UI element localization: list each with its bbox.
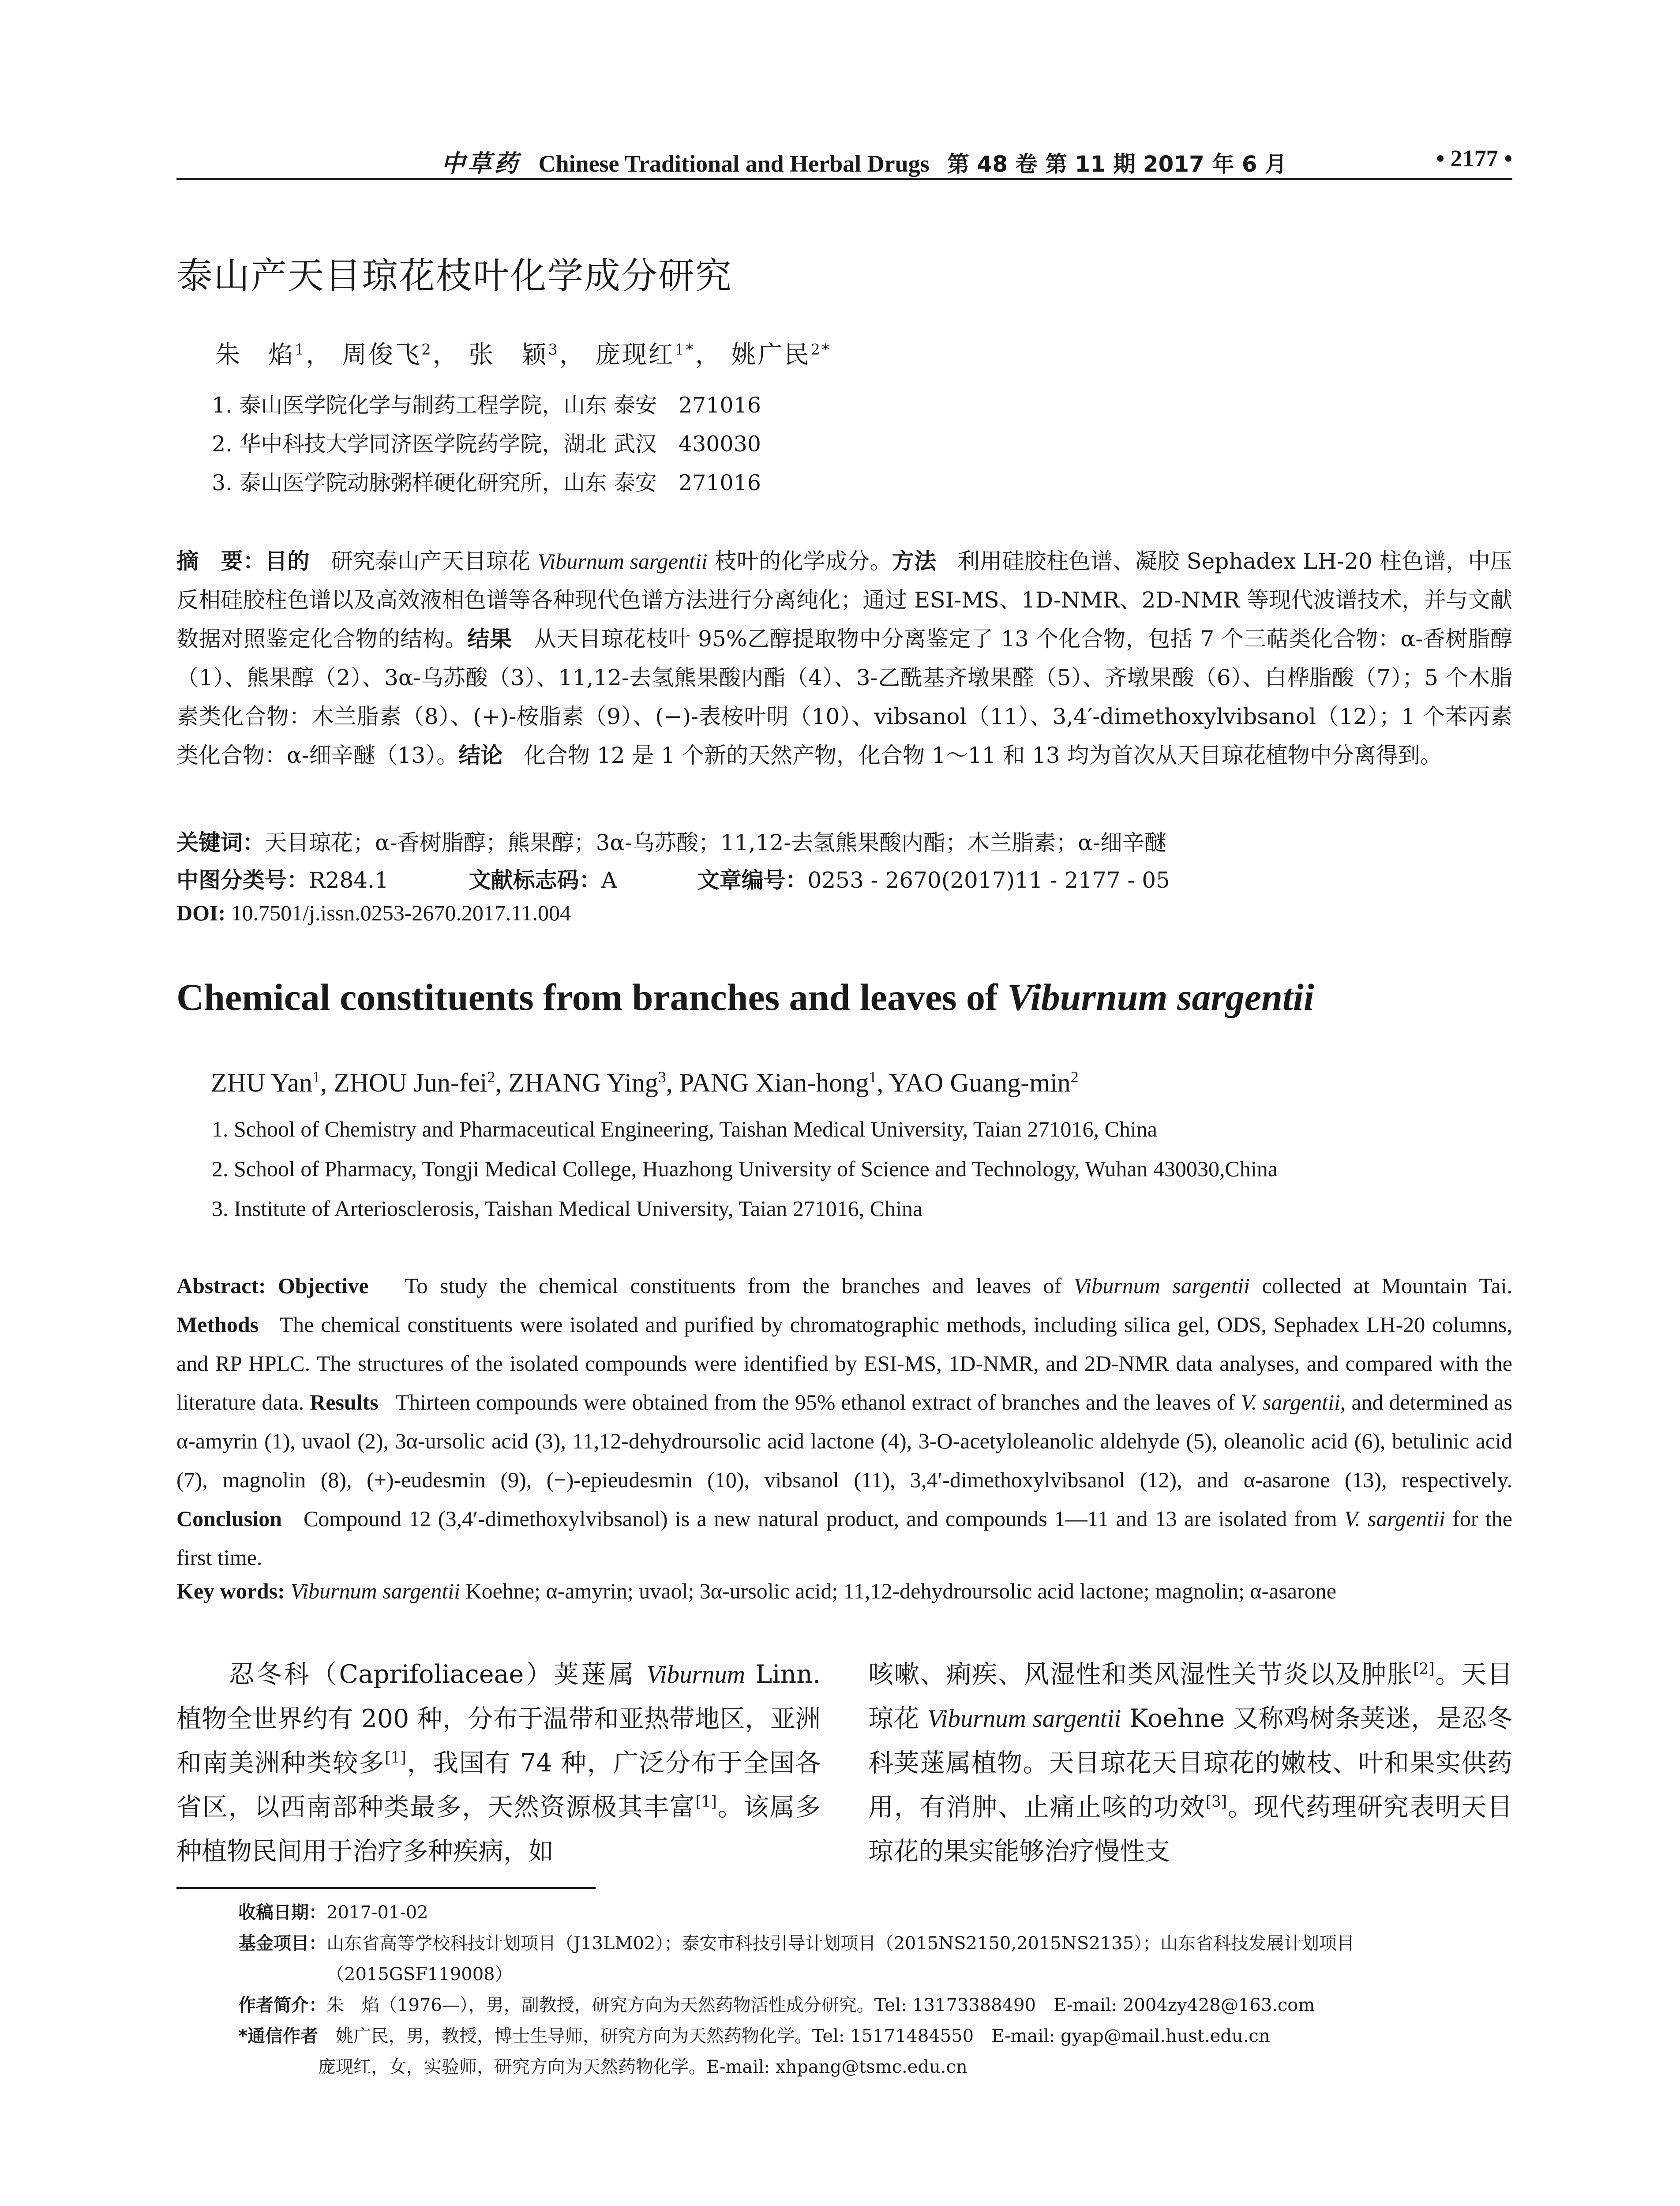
en-keywords: Key words: Viburnum sargentii Koehne; α-amyrin; uvaol; 3α-ursolic acid; 11,12-dehydroursolic acid lactone; magnolin; α-asarone bbox=[176, 1579, 1336, 1603]
citation: [1] bbox=[695, 1793, 717, 1811]
methods-label: Methods bbox=[176, 1312, 259, 1337]
author: ZHU Yan$^1$ bbox=[211, 1068, 321, 1097]
species-name: Viburnum sargentii bbox=[537, 549, 708, 574]
results-label: 结果 bbox=[467, 626, 512, 652]
en-authors: ZHU Yan$^1$, ZHOU Jun-fei$^2$, ZHANG Ying$^3$, PANG Xian-hong$^1$, YAO Guang-$\min^2$ bbox=[211, 1068, 1079, 1097]
citation: [2] bbox=[1413, 1660, 1435, 1678]
conclusion-label: 结论 bbox=[458, 743, 503, 768]
species-name: Viburnum sargentii bbox=[1073, 1273, 1250, 1298]
author: ZHANG Ying$^3$ bbox=[508, 1068, 666, 1097]
fund-info: 基金项目： 山东省高等学校科技计划项目（J13LM02）；泰安市科技引导计划项目（2015NS2150,2015NS2135）；山东省科技发展计划项目（2015GSF119008） bbox=[238, 1933, 1355, 1985]
species-name: V. sargentii bbox=[1344, 1506, 1445, 1531]
author: PANG Xian-hong$^1$ bbox=[679, 1068, 877, 1097]
citation: [1] bbox=[385, 1749, 406, 1767]
cn-affiliation: 2. 华中科技大学同济医学院药学院，湖北 武汉 430030 bbox=[212, 431, 761, 457]
corresponding-author: *通信作者 姚广民，男，教授，博士生导师，研究方向为天然药物化学。Tel: 15171484550 E-mail: gyap@mail.hust.edu.cn 庞现红，女，实验师，研究方向为天然药物化学。E-mail: xhpang@tsmc.edu.cn bbox=[238, 2026, 1270, 2077]
en-affiliation: 1. School of Chemistry and Pharmaceutical Engineering, Taishan Medical University, Taian 271016, China bbox=[212, 1117, 1157, 1141]
conclusion-label: Conclusion bbox=[176, 1506, 282, 1531]
cn-keywords: 关键词：天目琼花；α-香树脂醇；熊果醇；3α-乌苏酸；11,12-去氢熊果酸内酯；木兰脂素；α-细辛醚 bbox=[176, 830, 1166, 855]
journal-logo: 中草药 bbox=[441, 149, 521, 177]
author: 张 颖$^3$ bbox=[469, 341, 559, 369]
en-affiliation: 3. Institute of Arteriosclerosis, Taishan Medical University, Taian 271016, China bbox=[212, 1196, 923, 1221]
corresponding-author-2: 庞现红，女，实验师，研究方向为天然药物化学。E-mail: xhpang@tsmc.edu.cn bbox=[318, 2057, 968, 2077]
species-name: Viburnum sargentii bbox=[1007, 976, 1314, 1018]
en-affiliation: 2. School of Pharmacy, Tongji Medical College, Huazhong University of Science and Technology, Wuhan 430030,China bbox=[212, 1156, 1278, 1181]
author: 朱 焰$^1$ bbox=[215, 341, 306, 369]
author: ZHOU Jun-fei$^2$ bbox=[334, 1068, 495, 1097]
header-rule bbox=[176, 178, 1512, 180]
footnote-rule bbox=[176, 1887, 596, 1889]
footnotes bbox=[238, 1897, 1512, 2082]
cn-authors: 朱 焰$^1$， 周俊飞$^2$， 张 颖$^3$， 庞现红$^{1*}$， 姚广民$^{2*}$ bbox=[215, 341, 831, 369]
body-column-right: 咳嗽、痢疾、风湿性和类风湿性关节炎以及肿胀[2]。天目琼花 Viburnum sargentii Koehne 又称鸡树条荚迷，是忍冬科荚蒾属植物。天目琼花天目琼花的嫩枝、叶和果实供药用，有消肿、止痛止咳的功效[3]。现代药理研究表明天目琼花的果实能够治疗慢性支 bbox=[868, 1660, 1513, 1866]
author: 姚广民$^{2*}$ bbox=[731, 341, 831, 369]
results-label: Results bbox=[310, 1390, 379, 1414]
received-date: 收稿日期： 2017-01-02 bbox=[238, 1902, 428, 1923]
en-abstract: Abstract: Objective To study the chemical constituents from the branches and leaves of Viburnum sargentii collected at Mountain Tai. Methods The chemical constituents were isolated and purified by chromatographic methods, including silica gel, ODS, Sephadex LH-20 columns, and RP HPLC. The structures of the isolated compounds were identified by ESI-MS, 1D-NMR, and 2D-NMR data analyses, and compared with the literature data. Results Thirteen compounds were obtained from the 95% ethanol extract of branches and the leaves of V. sargentii, and determined as α-amyrin (1), uvaol (2), 3α-ursolic acid (3), 11,12-dehydroursolic acid lactone (4), 3-O-acetyloleanolic aldehyde (5), oleanolic acid (6), betulinic acid (7), magnolin (8), (+)-eudesmin (9), (−)-epieudesmin (10), vibsanol (11), 3,4′-dimethoxylvibsanol (12), and α-asarone (13), respectively. Conclusion Compound 12 (3,4′-dimethoxylvibsanol) is a new natural product, and compounds 1—11 and 13 are isolated from V. sargentii for the first time. bbox=[176, 1273, 1513, 1570]
classification-line: 中图分类号：R284.1 文献标志码：A 文章编号：0253 - 2670(2017)11 - 2177 - 05 bbox=[176, 867, 1170, 893]
journal-name-en: Chinese Traditional and Herbal Drugs bbox=[538, 150, 930, 177]
species-name: V. sargentii bbox=[1241, 1390, 1340, 1414]
cn-affiliation: 3. 泰山医学院动脉粥样硬化研究所，山东 泰安 271016 bbox=[212, 470, 761, 495]
methods-label: 方法 bbox=[892, 548, 937, 574]
issue-info: 第 48 卷 第 11 期 2017 年 6 月 bbox=[947, 151, 1287, 177]
citation: [3] bbox=[1205, 1793, 1227, 1811]
objective-label: 目的 bbox=[265, 548, 310, 574]
objective-label: Objective bbox=[266, 1273, 369, 1298]
cn-affiliation: 1. 泰山医学院化学与制药工程学院，山东 泰安 271016 bbox=[212, 393, 761, 418]
species-name: Viburnum sargentii bbox=[290, 1579, 461, 1603]
body-column-left: 忍冬科（Caprifoliaceae）荚蒾属 Viburnum Linn. 植物全世界约有 200 种，分布于温带和亚热带地区，亚洲和南美洲种类较多[1]，我国有 74 种，广泛分布于全国各省区，以西南部种类最多，天然资源极其丰富[1]。该属多种植物民间用于治疗多种疾病，如 bbox=[176, 1660, 821, 1866]
author: YAO Guang-$\min^2$ bbox=[889, 1068, 1079, 1097]
cn-title: 泰山产天目琼花枝叶化学成分研究 bbox=[176, 255, 733, 297]
running-header bbox=[176, 140, 1512, 180]
page-number: • 2177 • bbox=[1436, 145, 1512, 172]
journal-info bbox=[441, 145, 1287, 179]
en-title: Chemical constituents from branches and leaves of Viburnum sargentii bbox=[176, 976, 1314, 1018]
genus-name: Viburnum bbox=[646, 1661, 745, 1688]
author: 周俊飞$^2$ bbox=[342, 341, 433, 369]
author: 庞现红$^{1*}$ bbox=[595, 341, 695, 369]
cn-abstract: 摘 要：目的 研究泰山产天目琼花 Viburnum sargentii 枝叶的化学成分。方法 利用硅胶柱色谱、凝胶 Sephadex LH-20 柱色谱，中压反相硅胶柱色谱以及高效液相色谱等各种现代色谱方法进行分离纯化；通过 ESI-MS、1D-NMR、2D-NMR 等现代波谱技术，并与文献数据对照鉴定化合物的结构。结果 从天目琼花枝叶 95%乙醇提取物中分离鉴定了 13 个化合物，包括 7 个三萜类化合物：α-香树脂醇（1）、熊果醇（2）、3α-乌苏酸（3）、11,12-去氢熊果酸内酯（4）、3-乙酰基齐墩果醛（5）、齐墩果酸（6）、白桦脂酸（7）；5 个木脂素类化合物：木兰脂素（8）、(+)-桉脂素（9）、(−)-表桉叶明（10）、vibsanol（11）、3,4′-dimethoxylvibsanol（12）；1 个苯丙素类化合物：α-细辛醚（13）。结论 化合物 12 是 1 个新的天然产物，化合物 1～11 和 13 均为首次从天目琼花植物中分离得到。 bbox=[176, 548, 1513, 768]
doi-line: DOI: 10.7501/j.issn.0253-2670.2017.11.004 bbox=[176, 900, 571, 925]
doi-value: 10.7501/j.issn.0253-2670.2017.11.004 bbox=[225, 900, 571, 925]
author-bio: 作者简介： 朱 焰（1976—），男，副教授，研究方向为天然药物活性成分研究。Tel: 13173388490 E-mail: 2004zy428@163.com bbox=[238, 1995, 1315, 2015]
species-name: Viburnum sargentii bbox=[927, 1705, 1121, 1733]
